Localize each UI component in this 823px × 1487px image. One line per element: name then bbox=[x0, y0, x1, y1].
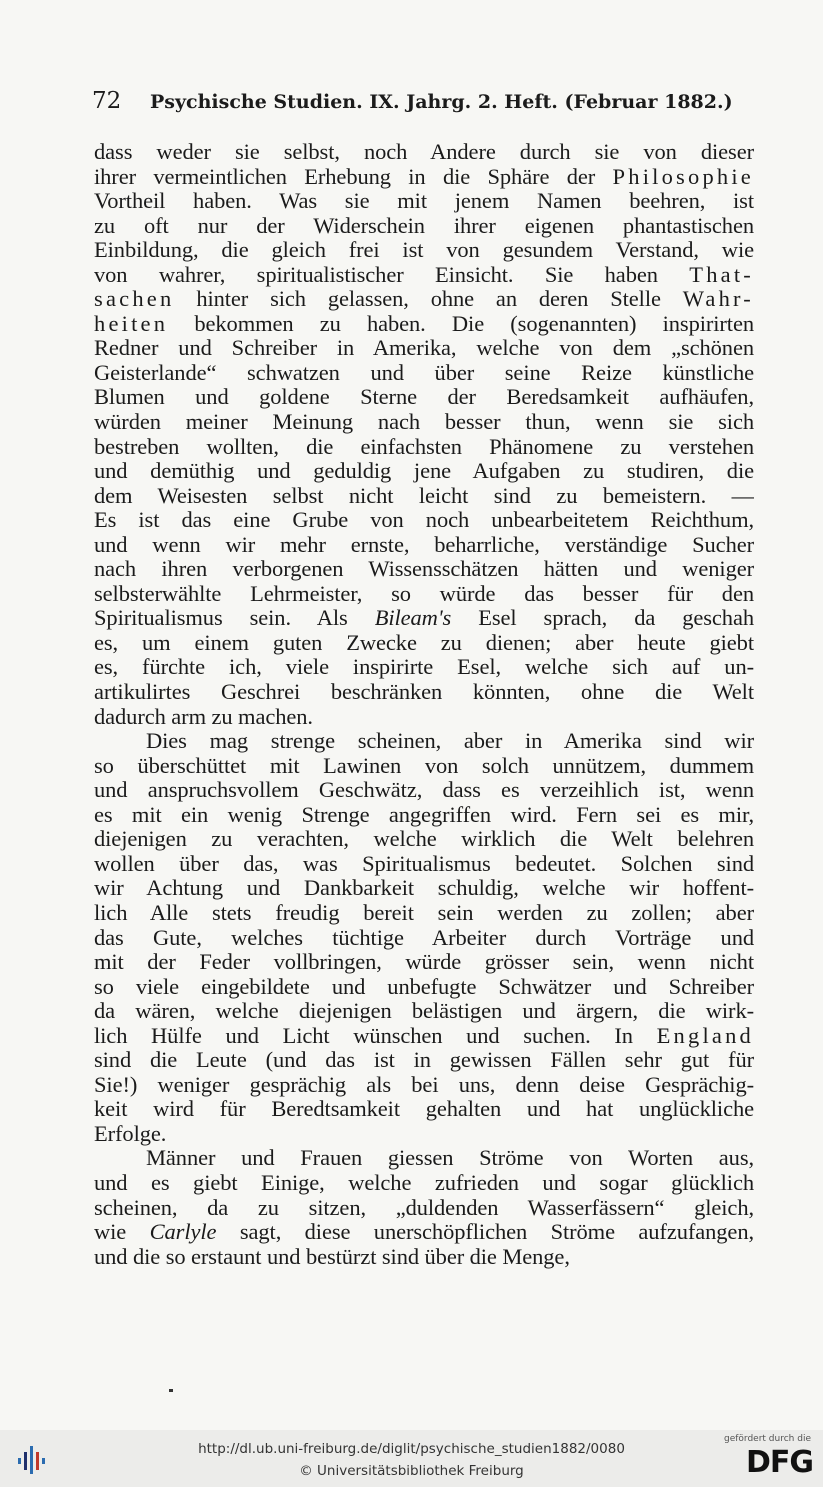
text-line bbox=[94, 312, 754, 337]
text-segment: da wären, welche diejenigen belästigen und ärgern, die wirk- bbox=[94, 999, 754, 1024]
text-line bbox=[94, 238, 754, 263]
text-line bbox=[94, 1048, 754, 1073]
text-line bbox=[94, 459, 754, 484]
text-line bbox=[94, 926, 754, 951]
text-segment: Einbildung, die gleich frei ist von gesundem Verstand, wie bbox=[94, 238, 754, 263]
stray-mark bbox=[169, 1389, 173, 1392]
text-segment: Männer und Frauen giessen Ströme von Worten aus, bbox=[146, 1146, 754, 1171]
text-segment: es mit ein wenig Strenge angegriffen wird. Fern sei es mir, bbox=[94, 802, 754, 827]
text-line bbox=[94, 1024, 754, 1049]
text-line bbox=[94, 680, 754, 705]
spaced-text: Philosophie bbox=[612, 164, 754, 189]
running-title: Psychische Studien. IX. Jahrg. 2. Heft. (Februar 1882.) bbox=[150, 91, 733, 113]
text-segment: von wahrer, spiritualistischer Einsicht. Sie haben bbox=[94, 262, 690, 287]
text-line bbox=[94, 140, 754, 165]
text-segment: Vortheil haben. Was sie mit jenem Namen beehren, ist bbox=[94, 189, 754, 214]
text-line bbox=[94, 361, 754, 386]
text-line bbox=[94, 999, 754, 1024]
text-line bbox=[94, 606, 754, 631]
text-segment: bekommen zu haben. Die (sogenannten) inspirirten bbox=[168, 311, 754, 336]
text-line bbox=[94, 778, 754, 803]
text-line bbox=[94, 1146, 754, 1171]
text-segment: bestreben wollten, die einfachsten Phänomene zu verstehen bbox=[94, 434, 754, 459]
text-segment: Redner und Schreiber in Amerika, welche von dem „schönen bbox=[94, 336, 754, 361]
text-line bbox=[94, 1196, 754, 1221]
text-line bbox=[94, 852, 754, 877]
text-segment: lich Hülfe und Licht wünschen und suchen. In bbox=[94, 1023, 657, 1048]
text-line bbox=[94, 631, 754, 656]
text-line bbox=[94, 214, 754, 239]
text-segment: dadurch arm zu machen. bbox=[94, 704, 313, 729]
italic-text: Bileam's bbox=[374, 606, 452, 631]
text-line bbox=[94, 754, 754, 779]
text-segment: Dies mag strenge scheinen, aber in Amerika sind wir bbox=[146, 729, 754, 754]
text-segment: diejenigen zu verachten, welche wirklich die Welt belehren bbox=[94, 827, 754, 852]
text-segment: Sie!) weniger gesprächig als bei uns, denn deise Gesprächig- bbox=[94, 1072, 754, 1097]
text-segment: und wenn wir mehr ernste, beharrliche, verständige Sucher bbox=[94, 532, 754, 557]
text-line bbox=[94, 557, 754, 582]
text-segment: und es giebt Einige, welche zufrieden und sogar glücklich bbox=[94, 1170, 754, 1195]
running-header bbox=[92, 88, 732, 114]
text-line bbox=[94, 827, 754, 852]
text-segment: nach ihren verborgenen Wissensschätzen hätten und weniger bbox=[94, 557, 754, 582]
copyright-notice: © Universitätsbibliothek Freiburg bbox=[299, 1463, 524, 1479]
text-segment: würden meiner Meinung nach besser thun, wenn sie sich bbox=[94, 410, 754, 435]
text-segment: wie bbox=[94, 1220, 150, 1245]
spaced-text: That- bbox=[689, 262, 754, 287]
text-segment: und anspruchsvollem Geschwätz, dass es verzeihlich ist, wenn bbox=[94, 778, 754, 803]
text-segment: keit wird für Beredtsamkeit gehalten und hat unglückliche bbox=[94, 1097, 754, 1122]
text-line bbox=[94, 729, 754, 754]
text-segment: dem Weisesten selbst nicht leicht sind zu bemeistern. — bbox=[94, 483, 754, 508]
text-line bbox=[94, 1171, 754, 1196]
source-url-link[interactable]: http://dl.ub.uni-freiburg.de/diglit/psychische_studien1882/0080 bbox=[198, 1441, 625, 1457]
text-segment: artikulirtes Geschrei beschränken könnten, ohne die Welt bbox=[94, 680, 754, 705]
text-line bbox=[94, 876, 754, 901]
text-segment: hinter sich gelassen, ohne an deren Stelle bbox=[174, 287, 683, 312]
text-line bbox=[94, 508, 754, 533]
text-line bbox=[94, 263, 754, 288]
spaced-text: sachen bbox=[94, 287, 175, 312]
text-segment: Geisterlande“ schwatzen und über seine Reize künstliche bbox=[94, 360, 754, 385]
text-segment: mit der Feder vollbringen, würde grösser sein, wenn nicht bbox=[94, 950, 754, 975]
text-line bbox=[94, 1073, 754, 1098]
text-line bbox=[94, 1245, 754, 1270]
text-segment: das Gute, welches tüchtige Arbeiter durch Vorträge und bbox=[94, 925, 754, 950]
text-segment: zu oft nur der Widerschein ihrer eigenen phantastischen bbox=[94, 213, 754, 238]
text-line bbox=[94, 705, 754, 730]
text-segment: sind die Leute (und das ist in gewissen Fällen sehr gut für bbox=[94, 1048, 754, 1073]
text-segment: so viele eingebildete und unbefugte Schwätzer und Schreiber bbox=[94, 974, 754, 999]
text-line bbox=[94, 582, 754, 607]
text-line bbox=[94, 287, 754, 312]
spaced-text: heiten bbox=[94, 311, 169, 336]
text-line bbox=[94, 410, 754, 435]
text-line bbox=[94, 950, 754, 975]
text-line bbox=[94, 1097, 754, 1122]
body-text bbox=[94, 140, 754, 1269]
text-segment: es, um einem guten Zwecke zu dienen; aber heute giebt bbox=[94, 630, 754, 655]
text-line bbox=[94, 901, 754, 926]
page-number: 72 bbox=[92, 88, 122, 114]
text-line bbox=[94, 435, 754, 460]
footer-bar bbox=[0, 1430, 823, 1487]
dfg-caption: gefördert durch die bbox=[724, 1434, 811, 1444]
text-segment: Spiritualismus sein. Als bbox=[94, 606, 375, 631]
text-segment: Erfolge. bbox=[94, 1121, 167, 1146]
text-line bbox=[94, 533, 754, 558]
text-segment: und demüthig und geduldig jene Aufgaben zu studiren, die bbox=[94, 459, 754, 484]
text-segment: scheinen, da zu sitzen, „duldenden Wasserfässern“ gleich, bbox=[94, 1195, 754, 1220]
text-segment: ihrer vermeintlichen Erhebung in die Sphäre der bbox=[94, 164, 613, 189]
text-segment: wir Achtung und Dankbarkeit schuldig, welche wir hoffent- bbox=[94, 876, 754, 901]
text-segment: Esel sprach, da geschah bbox=[451, 606, 754, 631]
text-line bbox=[94, 1220, 754, 1245]
text-line bbox=[94, 189, 754, 214]
text-segment: es, fürchte ich, viele inspirirte Esel, welche sich auf un- bbox=[94, 655, 754, 680]
text-segment: so überschüttet mit Lawinen von solch unnützem, dummem bbox=[94, 753, 754, 778]
italic-text: Carlyle bbox=[149, 1220, 217, 1245]
text-line bbox=[94, 1122, 754, 1147]
text-line bbox=[94, 975, 754, 1000]
text-segment: lich Alle stets freudig bereit sein werden zu zollen; aber bbox=[94, 900, 754, 925]
spaced-text: England bbox=[656, 1023, 754, 1048]
text-line bbox=[94, 165, 754, 190]
text-line bbox=[94, 336, 754, 361]
text-segment: sagt, diese unerschöpflichen Ströme aufzufangen, bbox=[216, 1220, 754, 1245]
text-segment: Blumen und goldene Sterne der Beredsamkeit aufhäufen, bbox=[94, 385, 754, 410]
text-segment: dass weder sie selbst, noch Andere durch sie von dieser bbox=[94, 140, 754, 164]
text-segment: Es ist das eine Grube von noch unbearbeitetem Reichthum, bbox=[94, 508, 754, 533]
text-line bbox=[94, 484, 754, 509]
text-line bbox=[94, 803, 754, 828]
text-segment: wollen über das, was Spiritualismus bedeutet. Solchen sind bbox=[94, 851, 754, 876]
text-line bbox=[94, 385, 754, 410]
text-line bbox=[94, 655, 754, 680]
dfg-logo: DFG bbox=[745, 1445, 813, 1480]
text-segment: und die so erstaunt und bestürzt sind über die Menge, bbox=[94, 1244, 570, 1269]
spaced-text: Wahr- bbox=[682, 287, 754, 312]
text-segment: selbsterwählte Lehrmeister, so würde das besser für den bbox=[94, 581, 754, 606]
